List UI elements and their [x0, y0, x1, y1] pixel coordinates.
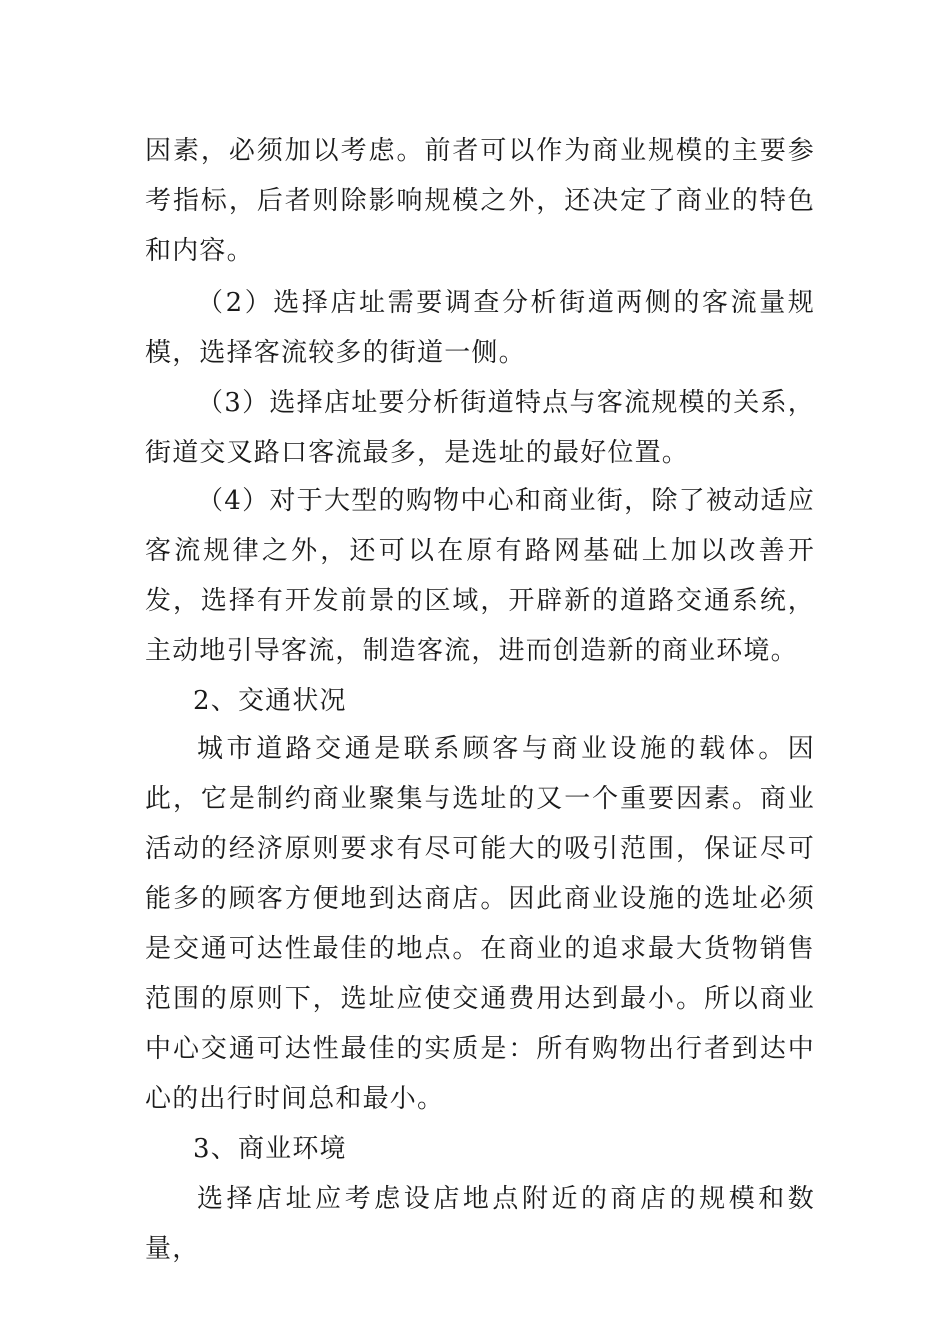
paragraph-item-2: （2）选择店址需要调查分析街道两侧的客流量规模，选择客流较多的街道一侧。 — [145, 288, 815, 368]
section-heading-business-environment: 3、商业环境 — [193, 1134, 347, 1164]
paragraph-traffic: 城市道路交通是联系顾客与商业设施的载体。因此，它是制约商业聚集与选址的又一个重要因素。商业活动的经济原则要求有尽可能大的吸引范围，保证尽可能多的顾客方便地到达商店。因此商业设施的选址必须是交通可达性最佳的地点。在商业的追求最大货物销售范围的原则下，选址应使交通费用达到最小。所以商业中心交通可达性最佳的实质是：所有购物出行者到达中心的出行时间总和最小。 — [145, 734, 815, 1114]
section-heading-traffic: 2、交通状况 — [193, 686, 347, 716]
paragraph-business-environment: 选择店址应考虑设店地点附近的商店的规模和数量， — [145, 1184, 815, 1264]
paragraph-item-3: （3）选择店址要分析街道特点与客流规模的关系，街道交叉路口客流最多，是选址的最好位置。 — [145, 388, 815, 468]
paragraph-continuation: 因素，必须加以考虑。前者可以作为商业规模的主要参考指标，后者则除影响规模之外，还决定了商业的特色和内容。 — [145, 136, 815, 266]
paragraph-item-4: （4）对于大型的购物中心和商业街，除了被动适应客流规律之外，还可以在原有路网基础上加以改善开发，选择有开发前景的区域，开辟新的道路交通系统，主动地引导客流，制造客流，进而创造新的商业环境。 — [145, 486, 815, 666]
